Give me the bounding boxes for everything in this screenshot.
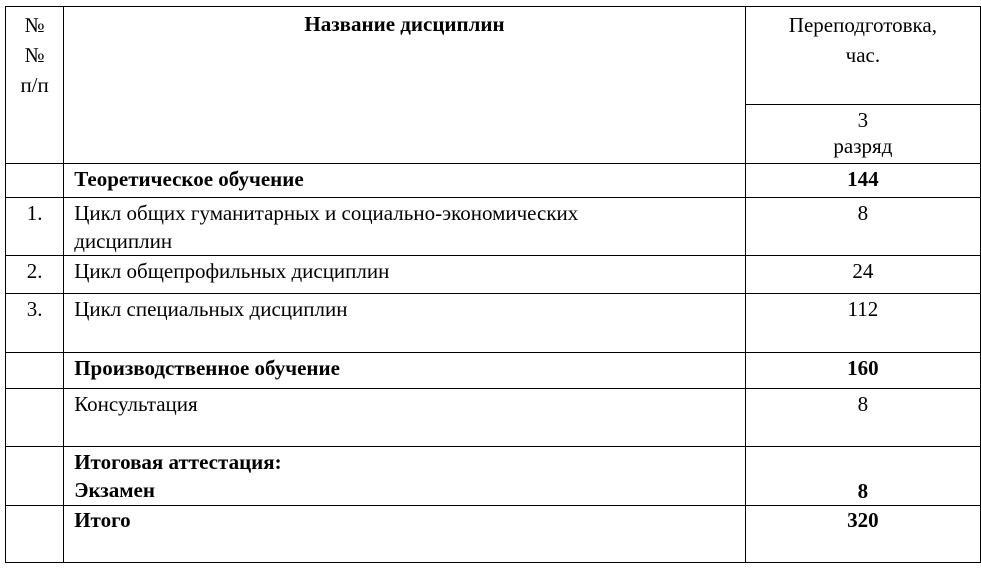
curriculum-table xyxy=(5,6,981,563)
row-hours-cell: 112 xyxy=(745,294,980,353)
number-label-line-3: п/п xyxy=(20,73,49,97)
row-hours-cell: 8 xyxy=(745,198,980,256)
number-label-line-2: № xyxy=(24,43,45,67)
row-name-line-2: Экзамен xyxy=(74,478,155,502)
table-row xyxy=(6,198,981,256)
grade-number: 3 xyxy=(857,108,869,132)
table-row xyxy=(6,353,981,389)
row-hours-cell: 160 xyxy=(745,353,980,389)
hours-header-line-2: час. xyxy=(845,43,881,67)
table-header-row xyxy=(6,7,981,105)
column-subheader-grade xyxy=(745,105,980,164)
row-number-cell xyxy=(6,447,64,506)
row-hours-cell: 8 xyxy=(745,389,980,447)
row-hours-cell: 8 xyxy=(745,447,980,506)
table-row xyxy=(6,389,981,447)
row-name-cell xyxy=(64,447,746,506)
row-name-cell: Итого xyxy=(64,506,746,563)
row-name-line-2: дисциплин xyxy=(74,229,173,253)
row-number-cell xyxy=(6,506,64,563)
row-name-cell: Цикл общепрофильных дисциплин xyxy=(64,256,746,294)
name-header-label: Название дисциплин xyxy=(304,12,505,36)
table-row xyxy=(6,447,981,506)
row-number-cell: 1. xyxy=(6,198,64,256)
column-header-number xyxy=(6,7,64,164)
table-row xyxy=(6,256,981,294)
column-header-hours xyxy=(745,7,980,105)
row-name-cell xyxy=(64,198,746,256)
row-number-cell xyxy=(6,164,64,198)
row-name-cell: Теоретическое обучение xyxy=(64,164,746,198)
row-number-cell xyxy=(6,353,64,389)
hours-header-line-1: Переподготовка, xyxy=(788,13,938,37)
number-label-line-1: № xyxy=(24,13,45,37)
row-number-cell: 3. xyxy=(6,294,64,353)
row-hours-cell: 24 xyxy=(745,256,980,294)
row-hours-cell: 320 xyxy=(745,506,980,563)
grade-label: разряд xyxy=(833,134,893,158)
row-name-line-1: Цикл общих гуманитарных и социально-экономических xyxy=(74,201,579,225)
row-name-line-1: Итоговая аттестация: xyxy=(74,450,282,474)
row-name-cell: Консультация xyxy=(64,389,746,447)
table-row xyxy=(6,294,981,353)
column-header-name xyxy=(64,7,746,164)
row-hours-cell: 144 xyxy=(745,164,980,198)
table-row xyxy=(6,506,981,563)
row-number-cell xyxy=(6,389,64,447)
row-name-cell: Цикл специальных дисциплин xyxy=(64,294,746,353)
row-name-cell: Производственное обучение xyxy=(64,353,746,389)
row-number-cell: 2. xyxy=(6,256,64,294)
table-row xyxy=(6,164,981,198)
